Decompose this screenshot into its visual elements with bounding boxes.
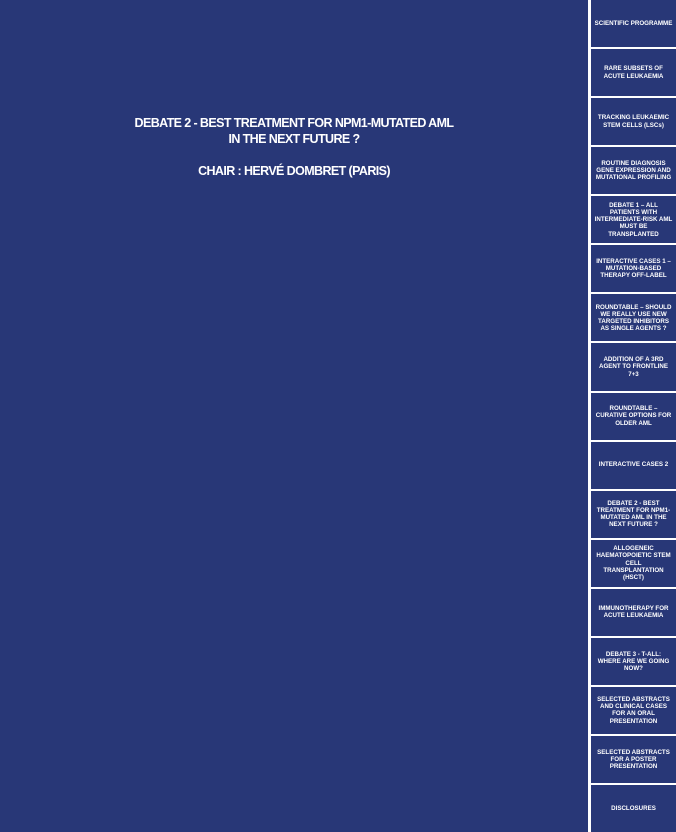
sidebar-item-label: DEBATE 1 – ALL PATIENTS WITH INTERMEDIATE-RISK AML MUST BE TRANSPLANTED xyxy=(594,201,673,238)
sidebar-item-disclosures[interactable] xyxy=(591,785,676,832)
sidebar-item-label: DISCLOSURES xyxy=(611,804,656,812)
sidebar-item-label: SELECTED ABSTRACTS FOR A POSTER PRESENTATION xyxy=(597,748,670,771)
sidebar-item-debate-3[interactable] xyxy=(591,638,676,687)
sidebar-item-label: DEBATE 2 - BEST TREATMENT FOR NPM1-MUTATED AML IN THE NEXT FUTURE ? xyxy=(596,499,671,529)
programme-sidebar xyxy=(591,0,676,832)
sidebar-item-label: ADDITION OF A 3RD AGENT TO FRONTLINE 7+3 xyxy=(599,356,668,378)
sidebar-item-debate-1[interactable] xyxy=(591,196,676,245)
sidebar-item-debate-2[interactable] xyxy=(591,491,676,540)
sidebar-item-label: ALLOGENEIC HAEMATOPOIETIC STEM CELL TRANSPLANTATION (HSCT) xyxy=(596,545,671,582)
sidebar-item-oral-abstracts[interactable] xyxy=(591,687,676,736)
sidebar-item-interactive-cases-1[interactable] xyxy=(591,245,676,294)
sidebar-item-label: INTERACTIVE CASES 1 – MUTATION-BASED THERAPY OFF-LABEL xyxy=(596,258,671,280)
sidebar-item-label: TRACKING LEUKAEMIC STEM CELLS (LSCs) xyxy=(597,114,670,129)
sidebar-item-label: DEBATE 3 - T-ALL: WHERE ARE WE GOING NOW? xyxy=(597,650,670,672)
sidebar-item-poster-abstracts[interactable] xyxy=(591,736,676,785)
sidebar-item-third-agent[interactable] xyxy=(591,343,676,392)
sidebar-item-label: SCIENTIFIC PROGRAMME xyxy=(594,19,673,27)
sidebar-item-routine-diagnosis[interactable] xyxy=(591,147,676,196)
session-title-line-2: IN THE NEXT FUTURE ? xyxy=(228,132,360,146)
sidebar-item-label: ROUTINE DIAGNOSIS GENE EXPRESSION AND MUTATIONAL PROFILING xyxy=(595,159,672,182)
sidebar-item-label: ROUNDTABLE – CURATIVE OPTIONS FOR OLDER AML xyxy=(595,405,672,427)
session-title xyxy=(0,115,588,147)
sidebar-item-immunotherapy[interactable] xyxy=(591,589,676,638)
sidebar-item-tracking-lscs[interactable] xyxy=(591,98,676,147)
sidebar-item-roundtable-older-aml[interactable] xyxy=(591,393,676,442)
sidebar-item-label: ROUNDTABLE – SHOULD WE REALLY USE NEW TARGETED INHIBITORS AS SINGLE AGENTS ? xyxy=(595,303,672,333)
sidebar-item-rare-subsets[interactable] xyxy=(591,49,676,98)
sidebar-item-label: IMMUNOTHERAPY FOR ACUTE LEUKAEMIA xyxy=(598,605,669,620)
session-chair: CHAIR : HERVÉ DOMBRET (PARIS) xyxy=(198,164,390,178)
sidebar-item-label: SELECTED ABSTRACTS AND CLINICAL CASES FOR AN ORAL PRESENTATION xyxy=(597,696,670,725)
sidebar-item-label: RARE SUBSETS OF ACUTE LEUKAEMIA xyxy=(603,65,664,80)
sidebar-item-scientific-programme[interactable] xyxy=(591,0,676,49)
sidebar-item-label: INTERACTIVE CASES 2 xyxy=(598,461,669,469)
sidebar-item-roundtable-targeted-inhibitors[interactable] xyxy=(591,294,676,343)
session-title-line-1: DEBATE 2 - BEST TREATMENT FOR NPM1-MUTATED AML xyxy=(134,116,454,130)
sidebar-item-interactive-cases-2[interactable] xyxy=(591,442,676,491)
sidebar-item-allogeneic-hsct[interactable] xyxy=(591,540,676,589)
